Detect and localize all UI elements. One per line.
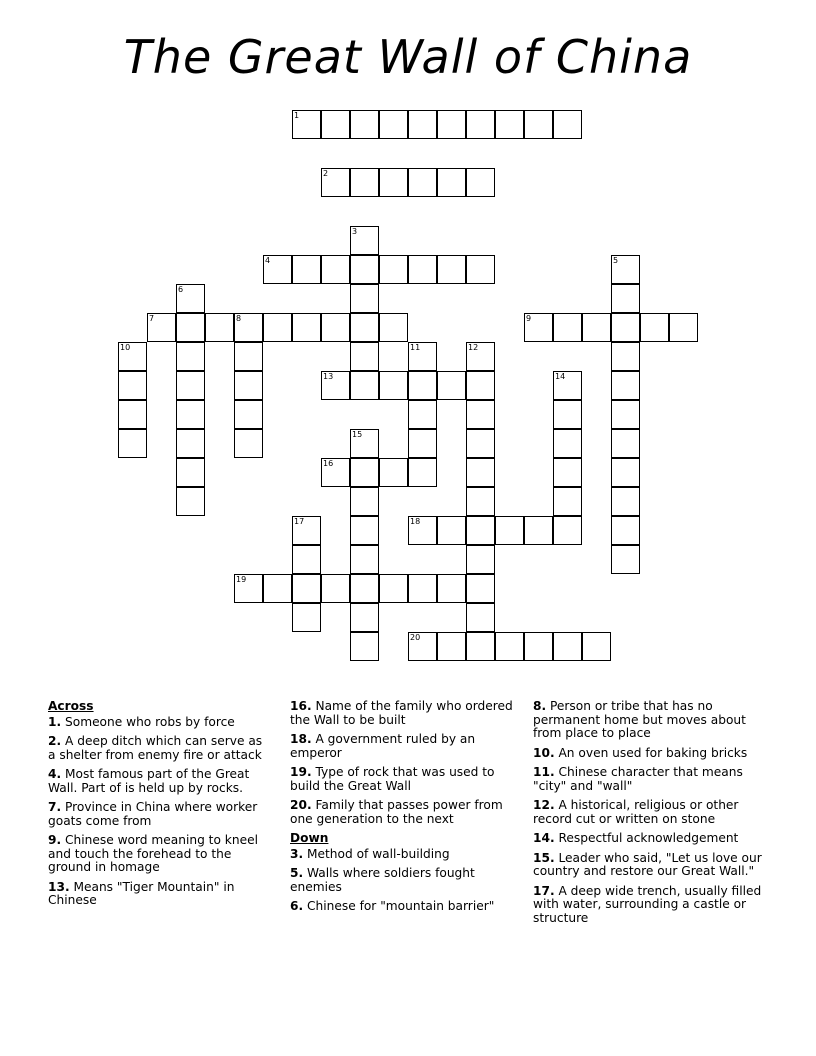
grid-cell[interactable] xyxy=(263,313,292,342)
grid-cell[interactable] xyxy=(118,429,147,458)
grid-cell[interactable] xyxy=(408,400,437,429)
clue-number: 20 xyxy=(410,633,421,642)
grid-cell[interactable] xyxy=(611,516,640,545)
grid-cell[interactable] xyxy=(350,255,379,284)
grid-cell[interactable] xyxy=(611,400,640,429)
clue-item-number: 8. xyxy=(533,699,547,713)
grid-cell[interactable] xyxy=(611,487,640,516)
grid-cell[interactable] xyxy=(437,110,466,139)
clue-number: 4 xyxy=(265,256,271,265)
grid-cell[interactable] xyxy=(379,458,408,487)
grid-cell[interactable] xyxy=(437,516,466,545)
grid-cell[interactable] xyxy=(379,574,408,603)
clue-item-number: 17. xyxy=(533,883,555,898)
grid-cell[interactable] xyxy=(437,168,466,197)
grid-cell[interactable] xyxy=(176,284,205,313)
clue-item xyxy=(48,834,270,875)
clue-item-text: A deep ditch which can serve as a shelter from enemy fire or attack xyxy=(48,734,263,762)
grid-cell[interactable] xyxy=(321,574,350,603)
clue-item-text: Province in China where worker goats come from xyxy=(48,800,258,828)
grid-cell[interactable] xyxy=(524,632,553,661)
clue-item-number: 18. xyxy=(290,732,312,746)
clue-item-text: Walls where soldiers fought enemies xyxy=(290,866,475,894)
grid-cell[interactable] xyxy=(611,255,640,284)
grid-cell[interactable] xyxy=(466,400,495,429)
clue-item-number: 15. xyxy=(533,850,555,865)
grid-cell[interactable] xyxy=(350,516,379,545)
clue-item-number: 11. xyxy=(533,765,555,779)
grid-cell[interactable] xyxy=(234,574,263,603)
clue-number: 18 xyxy=(410,517,421,526)
grid-cell[interactable] xyxy=(350,429,379,458)
grid-cell[interactable] xyxy=(640,313,669,342)
grid-cell[interactable] xyxy=(205,313,234,342)
clue-item xyxy=(533,700,763,741)
grid-cell[interactable] xyxy=(176,400,205,429)
grid-cell[interactable] xyxy=(553,458,582,487)
grid-cell[interactable] xyxy=(553,516,582,545)
clue-number: 9 xyxy=(526,314,532,323)
grid-cell[interactable] xyxy=(553,632,582,661)
grid-cell[interactable] xyxy=(350,632,379,661)
clue-item xyxy=(48,881,270,908)
grid-cell[interactable] xyxy=(292,516,321,545)
clue-number: 10 xyxy=(120,343,131,352)
grid-cell[interactable] xyxy=(466,574,495,603)
clue-item-number: 4. xyxy=(48,767,62,781)
clue-item xyxy=(48,801,270,828)
clue-number: 3 xyxy=(352,227,358,236)
clue-number: 12 xyxy=(468,343,479,352)
clue-item-text: Family that passes power from one generation to the next xyxy=(290,798,503,826)
grid-cell[interactable] xyxy=(292,603,321,632)
clue-item-text: A government ruled by an emperor xyxy=(290,732,476,760)
clue-item xyxy=(290,799,515,826)
grid-cell[interactable] xyxy=(408,516,437,545)
clue-item xyxy=(290,848,515,862)
clue-item xyxy=(290,733,515,760)
clue-number: 1 xyxy=(294,111,300,120)
grid-cell[interactable] xyxy=(466,458,495,487)
grid-cell[interactable] xyxy=(437,371,466,400)
grid-cell[interactable] xyxy=(582,313,611,342)
grid-cell[interactable] xyxy=(466,342,495,371)
grid-cell[interactable] xyxy=(466,429,495,458)
grid-cell[interactable] xyxy=(321,313,350,342)
grid-cell[interactable] xyxy=(611,545,640,574)
clue-number: 5 xyxy=(613,256,619,265)
grid-cell[interactable] xyxy=(176,487,205,516)
grid-cell[interactable] xyxy=(379,110,408,139)
clue-item xyxy=(48,735,270,762)
clue-item-number: 19. xyxy=(290,765,312,779)
grid-cell[interactable] xyxy=(408,255,437,284)
grid-cell[interactable] xyxy=(321,458,350,487)
grid-cell[interactable] xyxy=(466,632,495,661)
clue-item xyxy=(48,768,270,795)
clue-number: 11 xyxy=(410,343,421,352)
grid-cell[interactable] xyxy=(437,632,466,661)
grid-cell[interactable] xyxy=(350,226,379,255)
down-header: Down xyxy=(290,831,329,845)
grid-cell[interactable] xyxy=(495,110,524,139)
clue-number: 15 xyxy=(352,430,363,439)
grid-cell[interactable] xyxy=(350,371,379,400)
grid-cell[interactable] xyxy=(524,516,553,545)
clue-number: 7 xyxy=(149,314,155,323)
clue-item-number: 3. xyxy=(290,846,304,861)
clue-item-text: Most famous part of the Great Wall. Part of is held up by rocks. xyxy=(48,767,250,795)
grid-cell[interactable] xyxy=(176,371,205,400)
grid-cell[interactable] xyxy=(292,110,321,139)
grid-cell[interactable] xyxy=(524,110,553,139)
grid-cell[interactable] xyxy=(495,632,524,661)
grid-cell[interactable] xyxy=(466,371,495,400)
down-clue-list xyxy=(290,848,515,914)
grid-cell[interactable] xyxy=(176,458,205,487)
clue-number: 6 xyxy=(178,285,184,294)
grid-cell[interactable] xyxy=(408,574,437,603)
clue-item xyxy=(533,885,763,926)
grid-cell[interactable] xyxy=(524,313,553,342)
grid-cell[interactable] xyxy=(466,487,495,516)
clue-item-number: 16. xyxy=(290,699,312,713)
puzzle-title: The Great Wall of China xyxy=(123,30,693,84)
grid-cell[interactable] xyxy=(466,516,495,545)
clue-item-text: A deep wide trench, usually filled with water, surrounding a castle or structure xyxy=(533,883,762,925)
clue-item-number: 12. xyxy=(533,798,555,812)
clue-item xyxy=(48,716,270,730)
grid-cell[interactable] xyxy=(611,458,640,487)
clue-item-text: Respectful acknowledgement xyxy=(554,831,739,845)
clue-item-text: Method of wall-building xyxy=(303,846,450,861)
grid-cell[interactable] xyxy=(176,429,205,458)
across-clue-list-continued xyxy=(290,700,515,826)
grid-cell[interactable] xyxy=(553,110,582,139)
clue-item-text: Someone who robs by force xyxy=(61,714,235,729)
grid-cell[interactable] xyxy=(234,429,263,458)
grid-cell[interactable] xyxy=(669,313,698,342)
grid-cell[interactable] xyxy=(321,168,350,197)
grid-cell[interactable] xyxy=(292,574,321,603)
clue-number: 8 xyxy=(236,314,242,323)
grid-cell[interactable] xyxy=(176,313,205,342)
grid-cell[interactable] xyxy=(611,342,640,371)
clue-item-text: Leader who said, "Let us love our country and restore our Great Wall." xyxy=(533,850,762,878)
clue-item-text: Name of the family who ordered the Wall to be built xyxy=(290,699,513,727)
grid-cell[interactable] xyxy=(350,168,379,197)
grid-cell[interactable] xyxy=(408,110,437,139)
clue-item-text: Person or tribe that has no permanent home but moves about from place to place xyxy=(533,699,746,740)
grid-cell[interactable] xyxy=(408,458,437,487)
clue-item xyxy=(533,766,763,793)
clue-item-text: Chinese character that means "city" and "wall" xyxy=(533,765,743,793)
grid-cell[interactable] xyxy=(234,342,263,371)
grid-cell[interactable] xyxy=(292,255,321,284)
clue-item-number: 14. xyxy=(533,831,555,845)
clue-item-text: An oven used for baking bricks xyxy=(554,745,748,760)
clue-item xyxy=(290,766,515,793)
grid-cell[interactable] xyxy=(611,429,640,458)
grid-cell[interactable] xyxy=(466,110,495,139)
grid-cell[interactable] xyxy=(495,516,524,545)
grid-cell[interactable] xyxy=(118,400,147,429)
grid-cell[interactable] xyxy=(553,429,582,458)
grid-cell[interactable] xyxy=(321,255,350,284)
grid-cell[interactable] xyxy=(466,168,495,197)
grid-cell[interactable] xyxy=(408,342,437,371)
grid-cell[interactable] xyxy=(379,371,408,400)
clue-item-number: 5. xyxy=(290,866,304,880)
grid-cell[interactable] xyxy=(292,313,321,342)
grid-cell[interactable] xyxy=(408,371,437,400)
grid-cell[interactable] xyxy=(350,487,379,516)
clue-item-text: Means "Tiger Mountain" in Chinese xyxy=(48,879,235,907)
grid-cell[interactable] xyxy=(147,313,176,342)
grid-cell[interactable] xyxy=(321,110,350,139)
grid-cell[interactable] xyxy=(350,545,379,574)
clue-item xyxy=(290,867,515,894)
down-clue-list-continued xyxy=(533,700,763,925)
grid-cell[interactable] xyxy=(350,574,379,603)
clue-number: 2 xyxy=(323,169,329,178)
clue-item-number: 20. xyxy=(290,798,312,812)
grid-cell[interactable] xyxy=(466,255,495,284)
clue-item-number: 6. xyxy=(290,899,304,913)
clue-item xyxy=(290,900,515,914)
grid-cell[interactable] xyxy=(582,632,611,661)
grid-cell[interactable] xyxy=(553,487,582,516)
grid-cell[interactable] xyxy=(408,429,437,458)
grid-cell[interactable] xyxy=(611,371,640,400)
grid-cell[interactable] xyxy=(350,110,379,139)
grid-cell[interactable] xyxy=(321,371,350,400)
clue-item xyxy=(533,852,763,879)
clue-item-text: Chinese for "mountain barrier" xyxy=(303,899,495,913)
grid-cell[interactable] xyxy=(350,458,379,487)
clue-item-number: 1. xyxy=(48,714,62,729)
grid-cell[interactable] xyxy=(553,313,582,342)
across-header: Across xyxy=(48,699,94,713)
clue-number: 14 xyxy=(555,372,566,381)
clue-item-text: Type of rock that was used to build the Great Wall xyxy=(290,765,495,793)
clue-item xyxy=(533,799,763,826)
grid-cell[interactable] xyxy=(118,342,147,371)
grid-cell[interactable] xyxy=(118,371,147,400)
grid-cell[interactable] xyxy=(263,574,292,603)
grid-cell[interactable] xyxy=(553,371,582,400)
clue-number: 16 xyxy=(323,459,334,468)
grid-cell[interactable] xyxy=(611,313,640,342)
clue-number: 13 xyxy=(323,372,334,381)
clue-item-number: 9. xyxy=(48,833,62,847)
clue-item xyxy=(290,700,515,727)
grid-cell[interactable] xyxy=(553,400,582,429)
grid-cell[interactable] xyxy=(176,342,205,371)
grid-cell[interactable] xyxy=(466,603,495,632)
grid-cell[interactable] xyxy=(611,284,640,313)
grid-cell[interactable] xyxy=(234,313,263,342)
across-clue-list xyxy=(48,716,270,908)
clue-item-text: Chinese word meaning to kneel and touch the forehead to the ground in homage xyxy=(48,833,258,874)
clue-item-text: A historical, religious or other record cut or written on stone xyxy=(533,798,739,826)
grid-cell[interactable] xyxy=(350,284,379,313)
grid-cell[interactable] xyxy=(234,371,263,400)
grid-cell[interactable] xyxy=(292,545,321,574)
clue-item xyxy=(533,832,763,846)
grid-cell[interactable] xyxy=(350,603,379,632)
clue-number: 19 xyxy=(236,575,247,584)
grid-cell[interactable] xyxy=(263,255,292,284)
grid-cell[interactable] xyxy=(379,168,408,197)
clue-item-number: 13. xyxy=(48,879,70,894)
clue-item-number: 2. xyxy=(48,734,62,748)
grid-cell[interactable] xyxy=(379,313,408,342)
clues-column-3 xyxy=(533,700,763,931)
grid-cell[interactable] xyxy=(234,400,263,429)
clue-number: 17 xyxy=(294,517,305,526)
grid-cell[interactable] xyxy=(350,313,379,342)
clue-item-number: 10. xyxy=(533,745,555,760)
grid-cell[interactable] xyxy=(379,255,408,284)
grid-cell[interactable] xyxy=(437,574,466,603)
clue-item xyxy=(533,747,763,761)
grid-cell[interactable] xyxy=(437,255,466,284)
grid-cell[interactable] xyxy=(350,342,379,371)
clue-item-number: 7. xyxy=(48,800,62,814)
clues-column-2 xyxy=(290,700,515,920)
grid-cell[interactable] xyxy=(466,545,495,574)
grid-cell[interactable] xyxy=(408,632,437,661)
grid-cell[interactable] xyxy=(408,168,437,197)
clues-column-1 xyxy=(48,700,270,914)
